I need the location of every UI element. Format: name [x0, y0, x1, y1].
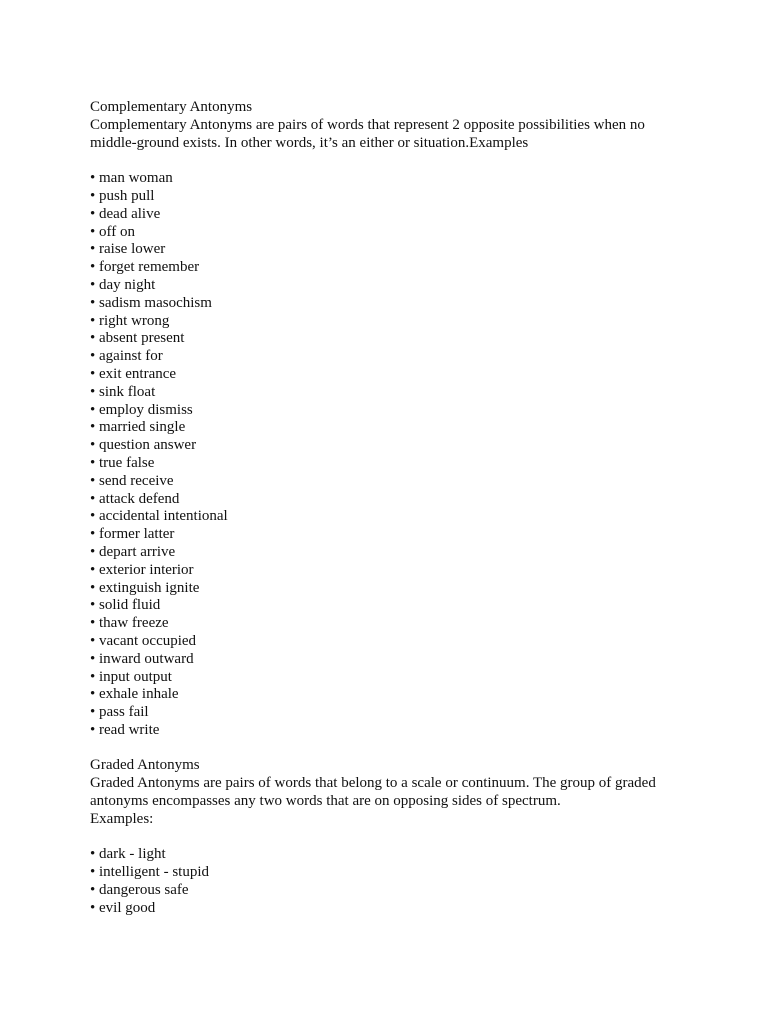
list-item-text: evil good — [99, 899, 156, 916]
list-item — [90, 259, 690, 277]
bullet-icon: • — [90, 579, 96, 596]
list-item-text: read write — [99, 721, 160, 738]
bullet-icon: • — [90, 650, 96, 667]
bullet-icon: • — [90, 864, 96, 881]
list-item-text: inward outward — [99, 650, 194, 667]
bullet-icon: • — [90, 561, 96, 578]
list-item-text: pass fail — [99, 704, 149, 721]
list-item — [90, 419, 690, 437]
list-item-text: raise lower — [99, 241, 166, 258]
list-item — [90, 900, 690, 918]
bullet-icon: • — [90, 365, 96, 382]
list-item — [90, 241, 690, 259]
bullet-icon: • — [90, 472, 96, 489]
list-item-text: depart arrive — [99, 543, 176, 560]
list-item — [90, 562, 690, 580]
list-item — [90, 437, 690, 455]
complementary-antonyms-section — [90, 99, 690, 740]
bullet-icon: • — [90, 187, 96, 204]
list-item-text: exterior interior — [99, 561, 194, 578]
list-item — [90, 491, 690, 509]
list-item-text: dead alive — [99, 205, 161, 222]
list-item — [90, 188, 690, 206]
bullet-icon: • — [90, 597, 96, 614]
list-item — [90, 704, 690, 722]
bullet-icon: • — [90, 721, 96, 738]
list-item — [90, 651, 690, 669]
list-item — [90, 455, 690, 473]
bullet-icon: • — [90, 508, 96, 525]
bullet-icon: • — [90, 615, 96, 632]
list-item-text: dark - light — [99, 846, 166, 863]
bullet-icon: • — [90, 294, 96, 311]
document-page — [90, 99, 690, 918]
list-item — [90, 277, 690, 295]
list-item — [90, 473, 690, 491]
list-item-text: dangerous safe — [99, 882, 189, 899]
list-item-text: forget remember — [99, 259, 200, 276]
list-item-text: sink float — [99, 383, 156, 400]
list-item — [90, 597, 690, 615]
section-heading: Complementary Antonyms — [90, 99, 253, 115]
bullet-icon: • — [90, 170, 96, 187]
bullet-icon: • — [90, 526, 96, 543]
list-item-text: input output — [99, 668, 172, 685]
bullet-icon: • — [90, 686, 96, 703]
bullet-icon: • — [90, 846, 96, 863]
bullet-icon: • — [90, 490, 96, 507]
list-item-text: right wrong — [99, 312, 170, 329]
list-item-text: employ dismiss — [99, 401, 193, 418]
bullet-icon: • — [90, 241, 96, 258]
list-item — [90, 864, 690, 882]
list-item-text: push pull — [99, 187, 155, 204]
list-item — [90, 402, 690, 420]
section-definition: Graded Antonyms are pairs of words that belong to a scale or continuum. The group of graded antonyms encompasses any two words that are on opposing sides of spectrum. — [90, 775, 656, 810]
list-item-text: thaw freeze — [99, 615, 169, 632]
blank-line — [90, 829, 690, 847]
list-item-text: exit entrance — [99, 365, 177, 382]
bullet-icon: • — [90, 330, 96, 347]
bullet-icon: • — [90, 205, 96, 222]
list-item — [90, 508, 690, 526]
list-item — [90, 170, 690, 188]
section-definition: Complementary Antonyms are pairs of words that represent 2 opposite possibilities when no middle-ground exists. In other words, it’s an either or situation.Examples — [90, 116, 645, 151]
list-item — [90, 384, 690, 402]
list-item — [90, 882, 690, 900]
blank-line — [90, 152, 690, 170]
bullet-icon: • — [90, 543, 96, 560]
bullet-icon: • — [90, 259, 96, 276]
list-item-text: against for — [99, 348, 163, 365]
list-item — [90, 330, 690, 348]
bullet-icon: • — [90, 668, 96, 685]
bullet-icon: • — [90, 401, 96, 418]
list-item — [90, 526, 690, 544]
list-item — [90, 313, 690, 331]
bullet-icon: • — [90, 312, 96, 329]
list-item-text: vacant occupied — [99, 632, 197, 649]
list-item — [90, 544, 690, 562]
list-item-text: solid fluid — [99, 597, 161, 614]
list-item — [90, 722, 690, 740]
section-heading: Graded Antonyms — [90, 757, 200, 774]
blank-line — [90, 740, 690, 758]
bullet-icon: • — [90, 223, 96, 240]
list-item-text: day night — [99, 276, 156, 293]
list-item — [90, 846, 690, 864]
list-item-text: true false — [99, 454, 155, 471]
list-item-text: sadism masochism — [99, 294, 212, 311]
bullet-icon: • — [90, 899, 96, 916]
list-item — [90, 686, 690, 704]
list-item — [90, 295, 690, 313]
list-item-text: former latter — [99, 526, 175, 543]
bullet-icon: • — [90, 704, 96, 721]
list-item — [90, 615, 690, 633]
list-item-text: absent present — [99, 330, 185, 347]
list-item — [90, 206, 690, 224]
list-item-text: send receive — [99, 472, 174, 489]
list-item-text: extinguish ignite — [99, 579, 200, 596]
bullet-icon: • — [90, 348, 96, 365]
graded-antonyms-list — [90, 846, 690, 917]
bullet-icon: • — [90, 437, 96, 454]
complementary-antonyms-list — [90, 170, 690, 740]
graded-antonyms-section — [90, 757, 690, 917]
list-item-text: attack defend — [99, 490, 180, 507]
list-item-text: intelligent - stupid — [99, 864, 210, 881]
list-item-text: exhale inhale — [99, 686, 179, 703]
list-item — [90, 348, 690, 366]
bullet-icon: • — [90, 419, 96, 436]
bullet-icon: • — [90, 882, 96, 899]
bullet-icon: • — [90, 276, 96, 293]
list-item-text: married single — [99, 419, 186, 436]
bullet-icon: • — [90, 454, 96, 471]
examples-label: Examples: — [90, 810, 154, 827]
list-item-text: off on — [99, 223, 135, 240]
list-item — [90, 224, 690, 242]
list-item — [90, 669, 690, 687]
bullet-icon: • — [90, 632, 96, 649]
list-item — [90, 366, 690, 384]
list-item-text: accidental intentional — [99, 508, 228, 525]
list-item-text: question answer — [99, 437, 197, 454]
list-item — [90, 633, 690, 651]
list-item — [90, 580, 690, 598]
list-item-text: man woman — [99, 170, 173, 187]
bullet-icon: • — [90, 383, 96, 400]
